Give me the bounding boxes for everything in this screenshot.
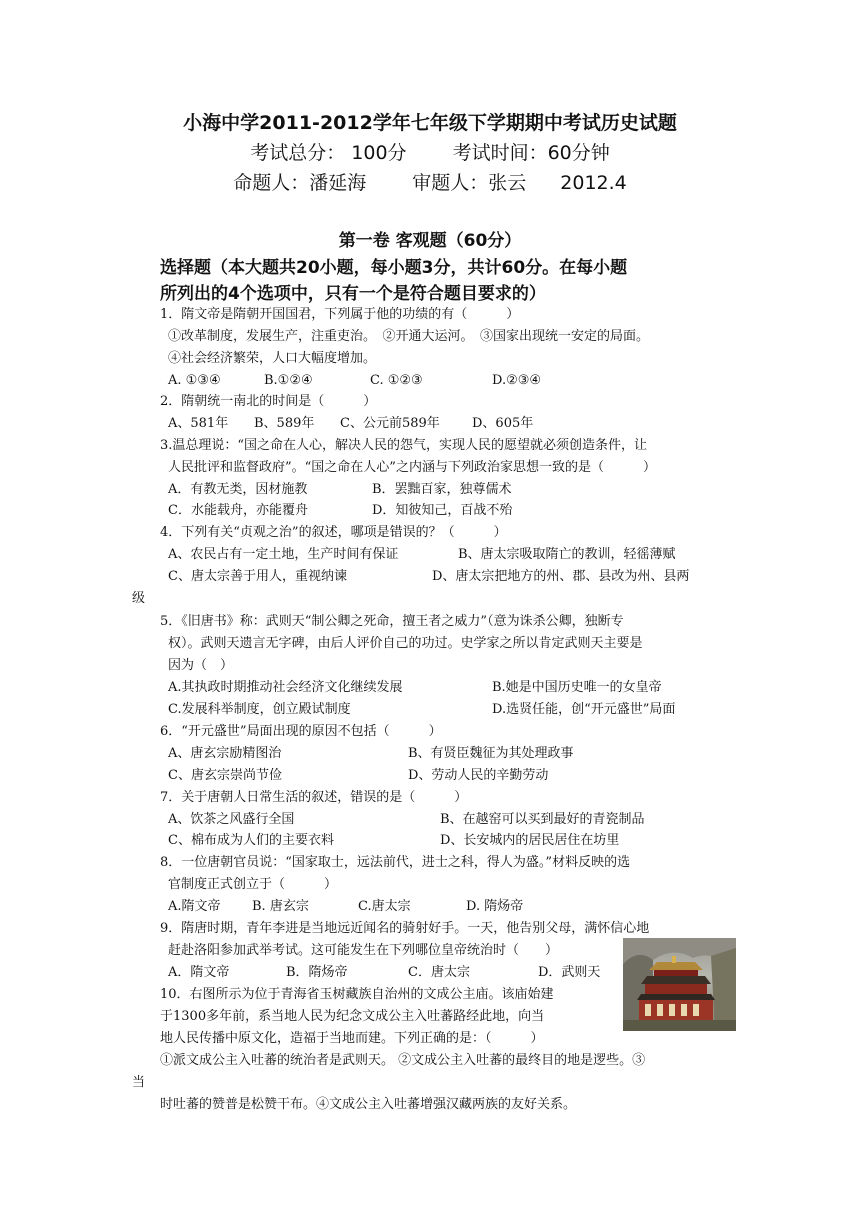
q10-line5: 时吐蕃的赞普是松赞干布。④文成公主入吐蕃增强汉藏两族的友好关系。 bbox=[160, 1097, 577, 1112]
q9-option-b: B．隋炀帝 bbox=[286, 965, 348, 980]
setter: 命题人：潘延海 bbox=[233, 172, 367, 194]
q8-option-a: A.隋文帝 bbox=[168, 899, 221, 914]
q2-option-b: B、589年 bbox=[254, 416, 315, 431]
q3-option-c: C．水能载舟，亦能覆舟 bbox=[168, 503, 308, 518]
q1-option-d: D.②③④ bbox=[492, 373, 542, 388]
q1-option-a: A. ①③④ bbox=[168, 373, 221, 388]
q7-option-d: D、长安城内的居民居住在坊里 bbox=[440, 833, 620, 848]
q8-option-c: C.唐太宗 bbox=[358, 899, 411, 914]
q5-options-row2 bbox=[168, 700, 675, 720]
q2-options bbox=[168, 414, 533, 434]
q1-option-b: B.①②④ bbox=[264, 373, 313, 388]
q9-option-c: C．唐太宗 bbox=[408, 965, 470, 980]
q6-options-row1 bbox=[168, 744, 574, 764]
q5-option-c: C.发展科举制度，创立殿试制度 bbox=[168, 702, 351, 717]
q4-option-d: D、唐太宗把地方的州、郡、县改为州、县两 bbox=[432, 569, 690, 584]
q10-stem: 10．右图所示为位于青海省玉树藏族自治州的文成公主庙。该庙始建 bbox=[160, 987, 554, 1002]
author-line bbox=[0, 168, 860, 195]
q4-stem: 4．下列有关“贞观之治”的叙述，哪项是错误的？（ ） bbox=[160, 525, 507, 540]
q2-option-a: A、581年 bbox=[168, 416, 229, 431]
q5-stem: 5．《旧唐书》称：武则天“制公卿之死命，擅王者之威力”（意为诛杀公卿，独断专 bbox=[160, 614, 624, 629]
q5-options-row1 bbox=[168, 678, 662, 698]
q3-option-b: B．罢黜百家，独尊儒术 bbox=[372, 482, 512, 497]
q1-line3: ④社会经济繁荣，人口大幅度增加。 bbox=[168, 351, 377, 366]
reviewer: 审题人：张云 bbox=[412, 172, 527, 194]
q8-options bbox=[168, 897, 523, 917]
q6-option-a: A、唐玄宗励精图治 bbox=[168, 746, 282, 761]
exam-info-line bbox=[0, 138, 860, 165]
section-intro-line1: 选择题（本大题共20小题，每小题3分，共计60分。在每小题 bbox=[160, 258, 628, 278]
q5-option-b: B.她是中国历史唯一的女皇帝 bbox=[492, 680, 662, 695]
q4-options-row1 bbox=[168, 545, 676, 565]
q8-stem: 8．一位唐朝官员说：“国家取士，远法前代，进士之科，得人为盛。”材料反映的选 bbox=[160, 855, 631, 870]
q4-option-c: C、唐太宗善于用人，重视纳谏 bbox=[168, 569, 347, 584]
q8-option-b: B. 唐玄宗 bbox=[252, 899, 309, 914]
q6-option-b: B、有贤臣魏征为其处理政事 bbox=[408, 746, 574, 761]
q10-line4: ①派文成公主入吐蕃的统治者是武则天。 ②文成公主入吐蕃的最终目的地是逻些。③ bbox=[160, 1053, 646, 1068]
q7-options-row2 bbox=[168, 831, 619, 851]
q5-line3: 因为（ ） bbox=[168, 658, 234, 673]
q3-line2: 人民批评和监督政府”。“国之命在人心”之内涵与下列政治家思想一致的是（ ） bbox=[168, 460, 656, 475]
q2-option-c: C、公元前589年 bbox=[340, 416, 440, 431]
q3-option-a: A．有教无类，因材施教 bbox=[168, 482, 308, 497]
q9-option-a: A．隋文帝 bbox=[168, 965, 230, 980]
q10-wrap: 当 bbox=[132, 1075, 146, 1090]
q7-options-row1 bbox=[168, 810, 645, 830]
section-intro-line2: 所列出的4个选项中，只有一个是符合题目要求的） bbox=[160, 284, 546, 304]
exam-time: 考试时间：60分钟 bbox=[452, 142, 610, 164]
q10-line3: 地人民传播中原文化，造福于当地而建。下列正确的是：（ ） bbox=[160, 1031, 544, 1046]
q5-option-d: D.选贤任能，创“开元盛世”局面 bbox=[492, 702, 676, 717]
exam-title: 小海中学2011-2012学年七年级下学期期中考试历史试题 bbox=[183, 112, 677, 134]
q3-option-d: D．知彼知己，百战不殆 bbox=[372, 503, 513, 518]
q6-option-c: C、唐玄宗崇尚节俭 bbox=[168, 768, 282, 783]
exam-date: 2012.4 bbox=[560, 172, 627, 194]
q4-option-b: B、唐太宗吸取隋亡的教训，轻徭薄赋 bbox=[458, 547, 676, 562]
q7-stem: 7．关于唐朝人日常生活的叙述，错误的是（ ） bbox=[160, 790, 468, 805]
q9-line2: 赶赴洛阳参加武举考试。这可能发生在下列哪位皇帝统治时（ ） bbox=[168, 943, 559, 958]
q1-options bbox=[168, 371, 541, 391]
q9-option-d: D．武则天 bbox=[538, 965, 601, 980]
q7-option-b: B、在越窑可以买到最好的青瓷制品 bbox=[440, 812, 645, 827]
q3-options-row1 bbox=[168, 480, 512, 500]
q2-option-d: D、605年 bbox=[472, 416, 534, 431]
q7-option-a: A、饮茶之风盛行全国 bbox=[168, 812, 295, 827]
q6-stem: 6．“开元盛世”局面出现的原因不包括（ ） bbox=[160, 724, 442, 739]
q3-stem: 3.温总理说：“国之命在人心，解决人民的怨气，实现人民的愿望就必须创造条件，让 bbox=[160, 438, 648, 453]
q3-options-row2 bbox=[168, 501, 512, 521]
q1-line2: ①改革制度，发展生产，注重吏治。 ②开通大运河。 ③国家出现统一安定的局面。 bbox=[168, 329, 650, 344]
q2-stem: 2．隋朝统一南北的时间是（ ） bbox=[160, 394, 377, 409]
q10-line2: 于1300多年前，系当地人民为纪念文成公主入吐蕃路经此地，向当 bbox=[160, 1009, 545, 1024]
total-score: 考试总分： 100分 bbox=[250, 142, 407, 164]
q4-options-row2 bbox=[168, 567, 689, 587]
q6-option-d: D、劳动人民的辛勤劳动 bbox=[408, 768, 549, 783]
q9-options bbox=[168, 963, 600, 983]
q4-option-a: A、农民占有一定土地，生产时间有保证 bbox=[168, 547, 399, 562]
q8-line2: 官制度正式创立于（ ） bbox=[168, 877, 338, 892]
temple-photo-icon bbox=[623, 938, 736, 1031]
section-title: 第一卷 客观题（60分） bbox=[338, 231, 522, 251]
q9-stem: 9．隋唐时期，青年李进是当地远近闻名的骑射好手。一天，他告别父母，满怀信心地 bbox=[160, 921, 650, 936]
q6-options-row2 bbox=[168, 766, 548, 786]
q5-line2: 权）。武则天遗言无字碑，由后人评价自己的功过。史学家之所以肯定武则天主要是 bbox=[168, 636, 643, 651]
q4-wrap: 级 bbox=[132, 591, 146, 606]
q7-option-c: C、棉布成为人们的主要衣料 bbox=[168, 833, 334, 848]
q5-option-a: A.其执政时期推动社会经济文化继续发展 bbox=[168, 680, 403, 695]
q1-option-c: C. ①②③ bbox=[370, 373, 423, 388]
temple-photo-graphic bbox=[623, 938, 736, 1031]
q1-stem: 1．隋文帝是隋朝开国国君，下列属于他的功绩的有（ ） bbox=[160, 307, 520, 322]
q8-option-d: D. 隋炀帝 bbox=[466, 899, 524, 914]
